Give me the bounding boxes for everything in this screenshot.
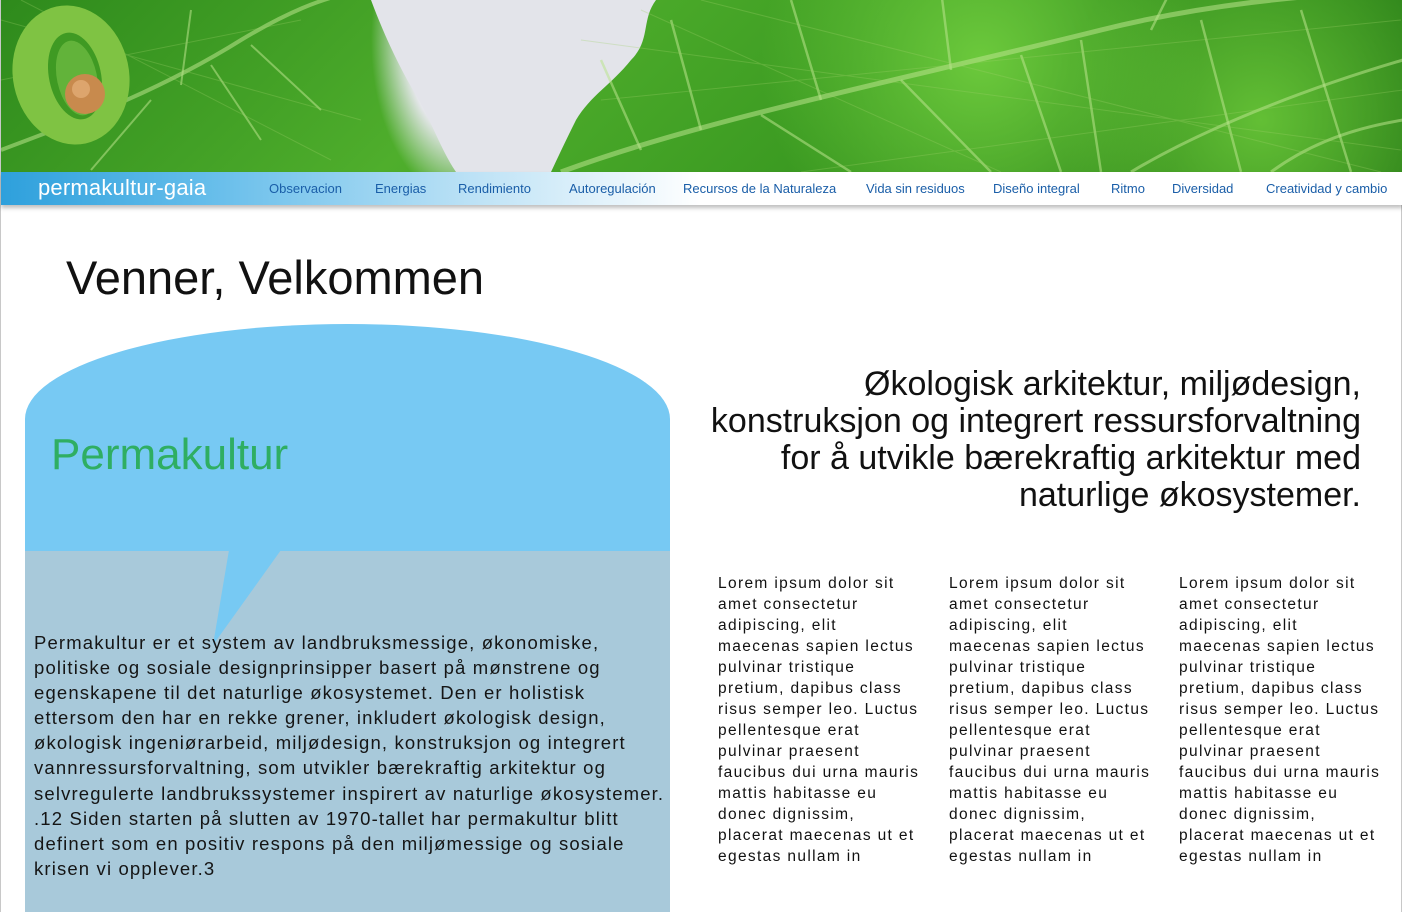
nav-item-ritmo[interactable]: Ritmo [1111,181,1145,196]
brand-name[interactable]: permakultur-gaia [38,175,207,200]
text-column-3: Lorem ipsum dolor sit amet consectetur adipiscing, elit maecenas sapien lectus pulvinar tristique pretium, dapibus class risus semper leo. Luctus pellentesque erat pulvinar praesent faucibus dui urna mauris mattis habitasse eu donec dignissim, placerat maecenas ut et egestas nullam in [1179,575,1381,865]
nav-item-vida-sin-residuos[interactable]: Vida sin residuos [866,181,965,196]
nav-item-recursos[interactable]: Recursos de la Naturaleza [683,181,837,196]
page-title: Venner, Velkommen [66,251,485,304]
nav-item-diseno-integral[interactable]: Diseño integral [993,181,1080,196]
nav-item-rendimiento[interactable]: Rendimiento [458,181,531,196]
nav-item-creatividad[interactable]: Creatividad y cambio [1266,181,1388,196]
nav-item-diversidad[interactable]: Diversidad [1172,181,1234,196]
text-column-2: Lorem ipsum dolor sit amet consectetur adipiscing, elit maecenas sapien lectus pulvinar tristique pretium, dapibus class risus semper leo. Luctus pellentesque erat pulvinar praesent faucibus dui urna mauris mattis habitasse eu donec dignissim, placerat maecenas ut et egestas nullam in [949,575,1151,865]
nav-item-observacion[interactable]: Observacion [269,181,342,196]
card-heading: Permakultur [51,430,289,479]
card-body-text: Permakultur er et system av landbruksmessige, økonomiske, politiske og sosiale designprinsipper basert på mønstrene og egenskapene til det naturlige økosystemet. Den er holistisk ettersom den har en rekke grener, inkludert økologisk design, økologisk ingeniørarbeid, miljødesign, konstruksjon og integrert vannressursforvaltning, som utvikler bærekraftig arkitektur og selvregulerte landbrukssystemer inspirert av naturlige økosystemer. .12 Siden starten på slutten av 1970-tallet har permakultur blitt definert som en positiv respons på den miljømessige og sosiale krisen vi opplever.3 [34,632,665,879]
nav-item-autoregulacion[interactable]: Autoregulación [569,181,656,196]
text-column-1: Lorem ipsum dolor sit amet consectetur adipiscing, elit maecenas sapien lectus pulvinar tristique pretium, dapibus class risus semper leo. Luctus pellentesque erat pulvinar praesent faucibus dui urna mauris mattis habitasse eu donec dignissim, placerat maecenas ut et egestas nullam in [718,575,920,865]
nav-item-energias[interactable]: Energias [375,181,427,196]
tagline: Økologisk arkitektur, miljødesign, konstruksjon og integrert ressursforvaltning for å utvikle bærekraftig arkitektur med naturlige økosystemer. [710,365,1361,514]
